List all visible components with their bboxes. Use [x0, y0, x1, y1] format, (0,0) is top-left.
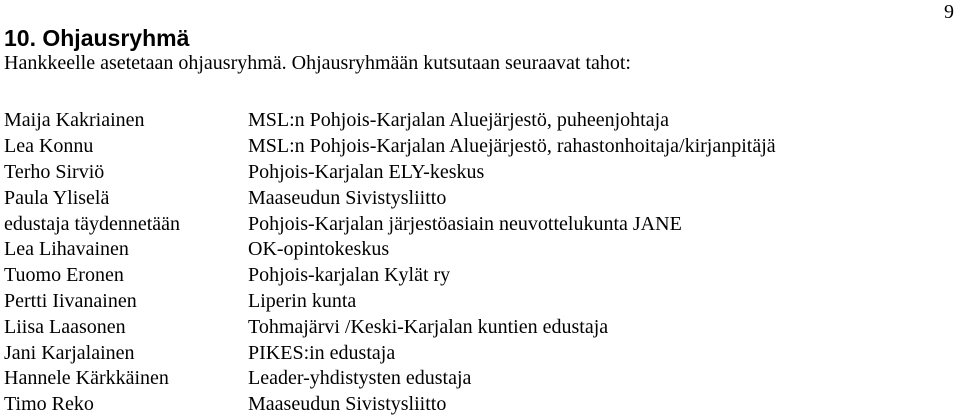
steering-group-list: [4, 108, 944, 418]
member-name: Maija Kakriainen: [4, 109, 145, 132]
member-organization: Pohjois-Karjalan ELY-keskus: [248, 160, 485, 183]
member-row: [4, 160, 944, 186]
member-row: [4, 185, 944, 211]
member-name: edustaja täydennetään: [4, 212, 181, 235]
member-organization: PIKES:in edustaja: [248, 341, 396, 364]
member-organization: Leader-yhdistysten edustaja: [248, 367, 472, 390]
page-number: 9: [944, 1, 954, 23]
member-row: [4, 289, 944, 315]
intro-paragraph: Hankkeelle asetetaan ohjausryhmä. Ohjausryhmään kutsutaan seuraavat tahot:: [4, 52, 631, 74]
member-name: Hannele Kärkkäinen: [4, 367, 169, 390]
member-name: Liisa Laasonen: [4, 315, 126, 338]
member-organization: Maaseudun Sivistysliitto: [248, 393, 447, 416]
member-name: Pertti Iivanainen: [4, 289, 137, 312]
member-name: Terho Sirviö: [4, 160, 105, 183]
member-row: [4, 134, 944, 160]
member-row: [4, 211, 944, 237]
member-name: Paula Yliselä: [4, 186, 110, 209]
member-row: [4, 108, 944, 134]
member-row: [4, 263, 944, 289]
member-organization: Tohmajärvi /Keski-Karjalan kuntien edustaja: [248, 315, 609, 338]
member-row: [4, 392, 944, 418]
member-organization: OK-opintokeskus: [248, 238, 390, 261]
member-organization: Maaseudun Sivistysliitto: [248, 186, 447, 209]
member-row: [4, 237, 944, 263]
member-row: [4, 340, 944, 366]
member-name: Lea Konnu: [4, 135, 94, 158]
member-name: Timo Reko: [4, 393, 94, 416]
section-heading: 10. Ohjausryhmä: [4, 25, 190, 51]
member-organization: MSL:n Pohjois-Karjalan Aluejärjestö, rahastonhoitaja/kirjanpitäjä: [248, 135, 776, 158]
member-organization: Pohjois-karjalan Kylät ry: [248, 264, 451, 287]
member-organization: Liperin kunta: [248, 289, 357, 312]
member-organization: Pohjois-Karjalan järjestöasiain neuvottelukunta JANE: [248, 212, 682, 235]
member-row: [4, 314, 944, 340]
member-name: Lea Lihavainen: [4, 238, 129, 261]
member-name: Tuomo Eronen: [4, 264, 124, 287]
member-name: Jani Karjalainen: [4, 341, 135, 364]
member-organization: MSL:n Pohjois-Karjalan Aluejärjestö, puheenjohtaja: [248, 109, 670, 132]
member-row: [4, 366, 944, 392]
